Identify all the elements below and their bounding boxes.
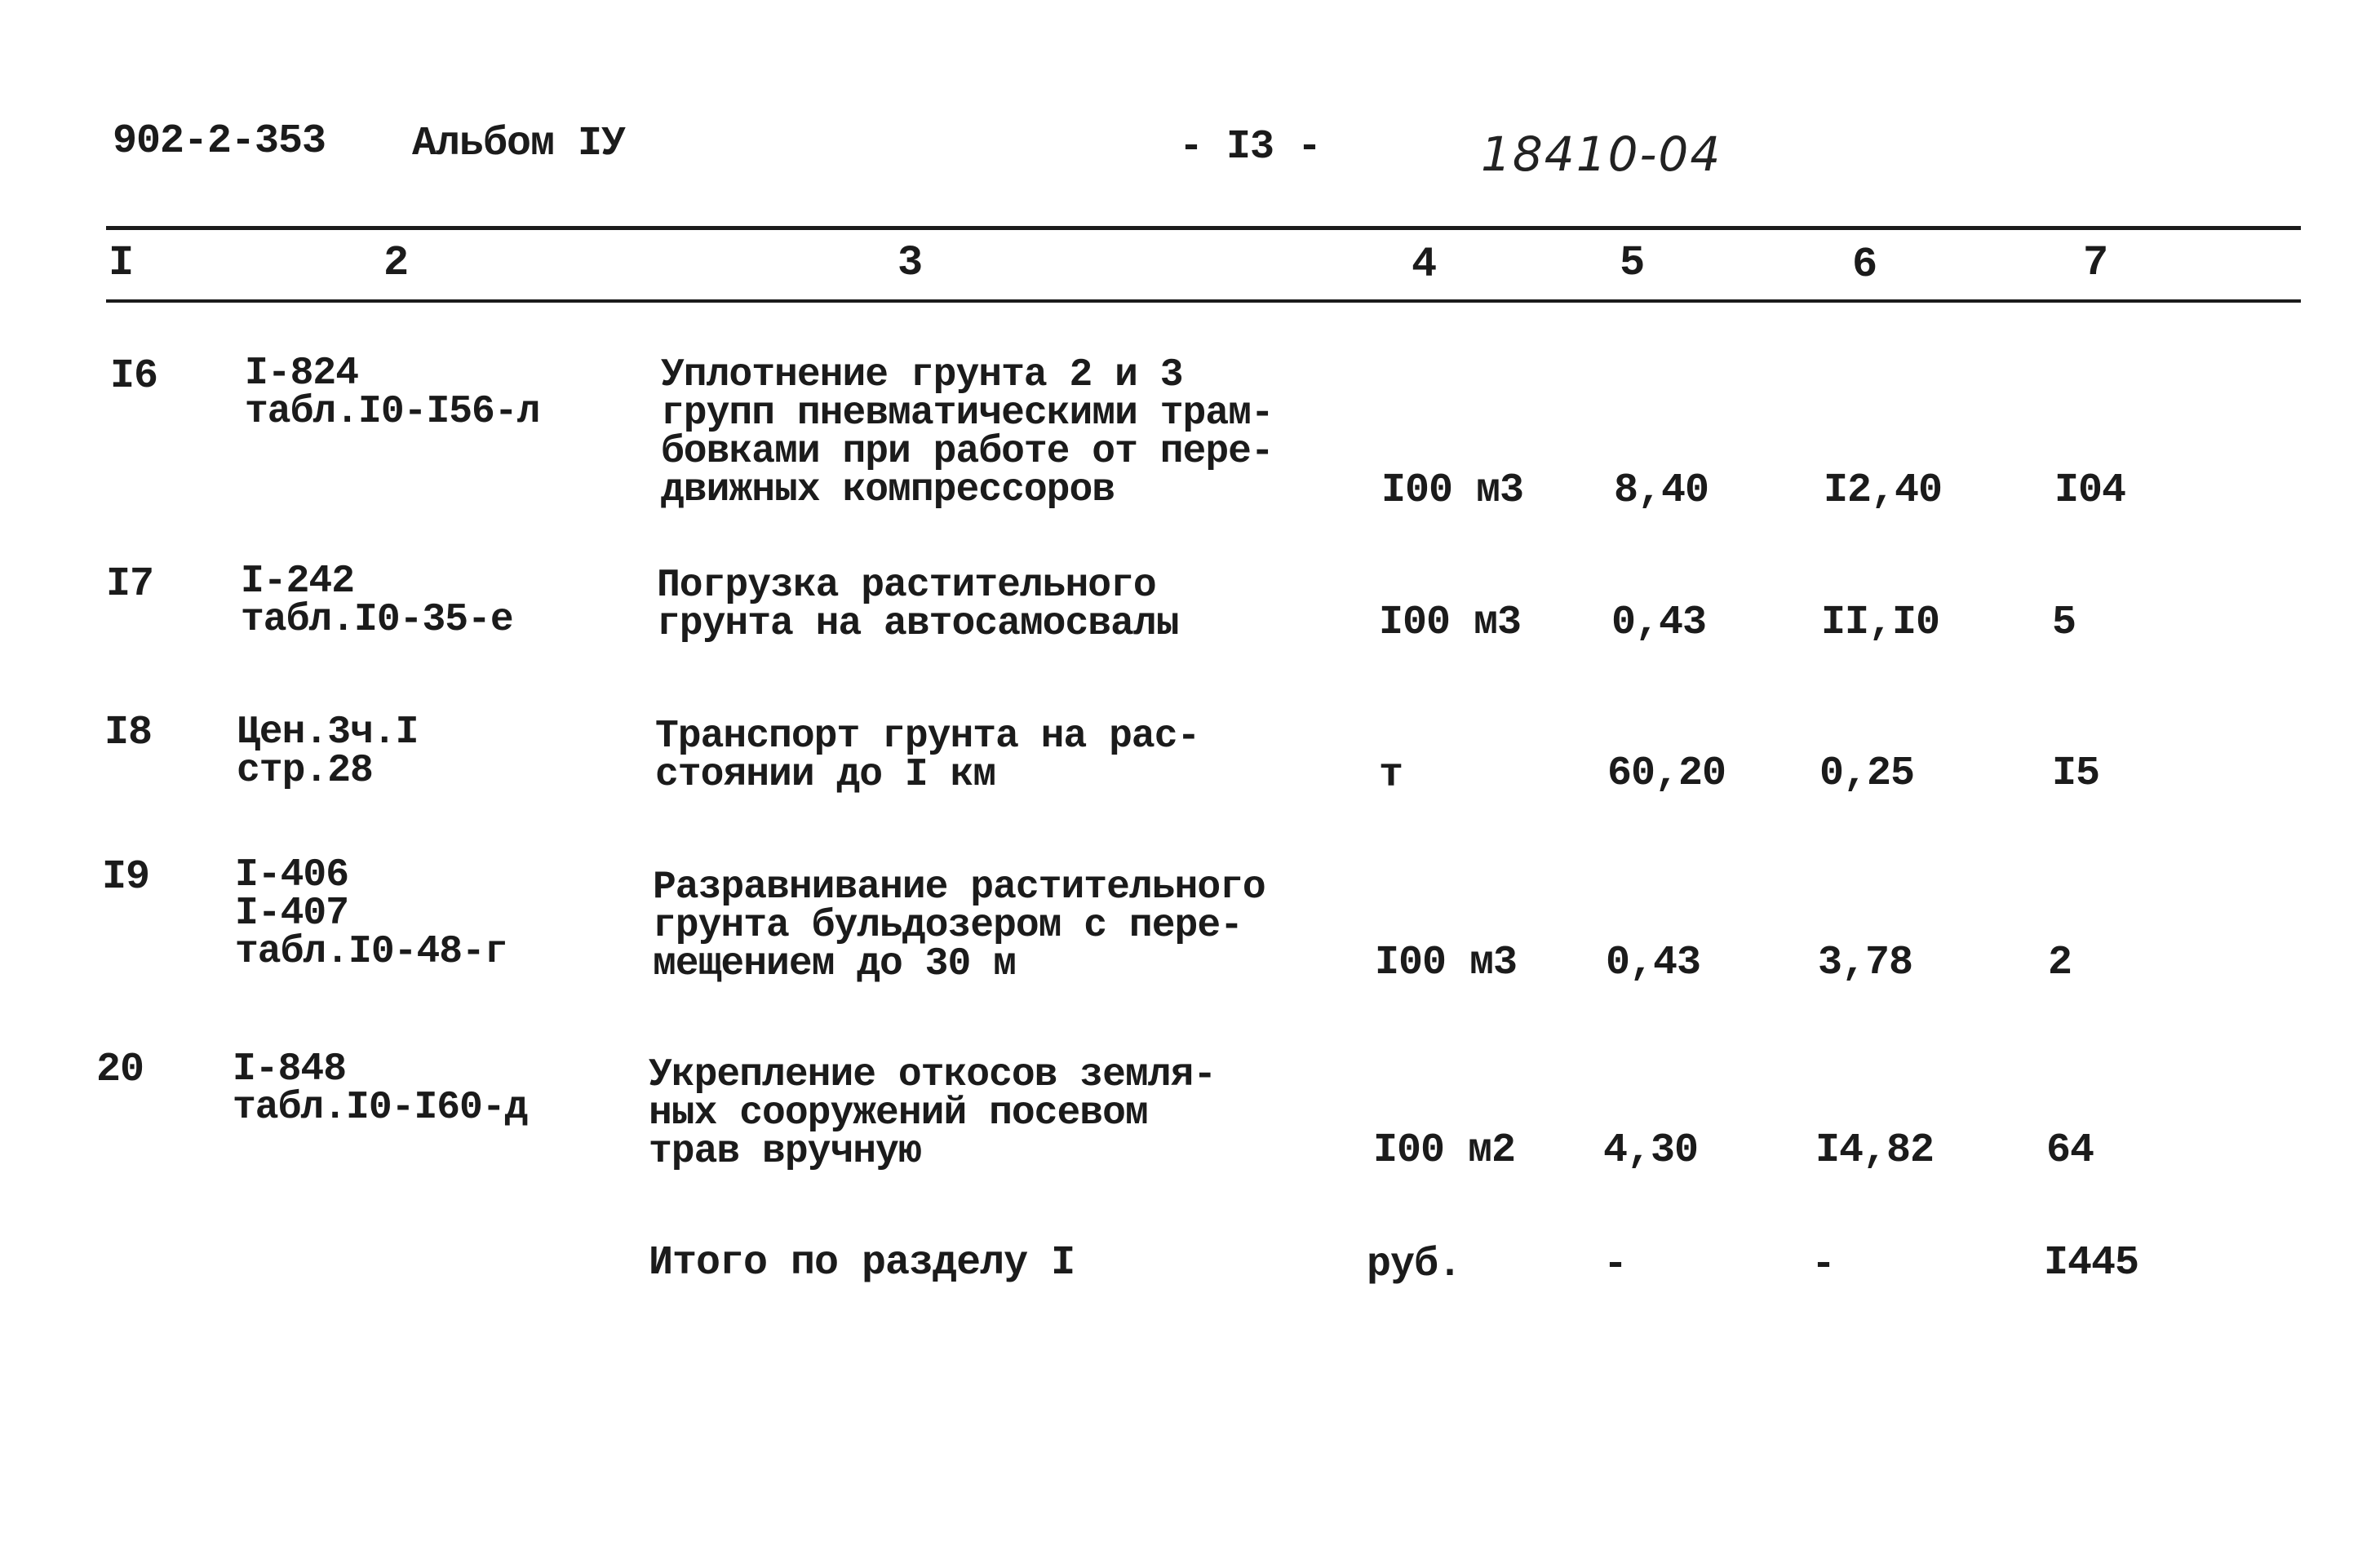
row-description	[649, 1053, 1217, 1174]
description-line: групп пневматическими трам-	[661, 392, 1274, 436]
row-total: I04	[2054, 467, 2126, 514]
description-line: Разравнивание растительного	[653, 866, 1265, 910]
reference-line: I-407	[235, 892, 349, 936]
row-number: I7	[106, 561, 154, 608]
header-rule	[106, 299, 2301, 303]
reference-line: табл.I0-48-г	[235, 930, 507, 974]
description-line: бовками при работе от пере-	[661, 430, 1274, 474]
row-number: I6	[110, 353, 158, 400]
total-quantity: -	[1603, 1242, 1628, 1288]
row-price: 3,78	[1818, 940, 1913, 986]
reference-line: Цен.3ч.I	[237, 711, 419, 755]
reference-line: табл.I0-I60-д	[233, 1086, 528, 1130]
description-line: стоянии до I км	[655, 753, 996, 797]
row-total: 5	[2052, 600, 2076, 646]
row-reference	[245, 352, 540, 434]
column-number: 5	[1620, 239, 1646, 287]
description-line: грунта бульдозером с пере-	[653, 904, 1243, 948]
reference-line: I-824	[245, 352, 359, 396]
row-total: I5	[2052, 751, 2100, 797]
row-price: 0,25	[1819, 751, 1915, 797]
row-unit: I00 м3	[1381, 467, 1524, 514]
row-reference	[233, 1047, 528, 1130]
reference-line: I-242	[241, 560, 355, 604]
total-label: Итого по разделу I	[649, 1240, 1075, 1286]
row-price: II,I0	[1821, 600, 1940, 646]
row-total: 64	[2046, 1127, 2094, 1174]
row-quantity: 4,30	[1603, 1127, 1699, 1174]
reference-line: табл.I0-I56-л	[245, 390, 540, 434]
row-description	[657, 564, 1179, 646]
document-code: 902-2-353	[113, 118, 326, 165]
row-unit: т	[1379, 752, 1403, 799]
row-description	[661, 353, 1274, 512]
row-number: I8	[104, 710, 153, 756]
row-unit: I00 м3	[1375, 940, 1518, 986]
row-number: 20	[96, 1047, 144, 1093]
total-sum: I445	[2044, 1240, 2139, 1286]
row-reference	[241, 560, 513, 642]
reference-line: I-848	[233, 1047, 347, 1092]
handwritten-number: 18410-04	[1481, 126, 1722, 182]
row-quantity: 8,40	[1614, 467, 1709, 514]
description-line: Укрепление откосов земля-	[649, 1053, 1217, 1097]
column-number: 4	[1412, 241, 1438, 289]
row-total: 2	[2048, 940, 2072, 986]
row-price: I2,40	[1824, 467, 1943, 514]
description-line: Транспорт грунта на рас-	[655, 715, 1200, 759]
top-rule	[106, 226, 2301, 230]
row-unit: I00 м2	[1373, 1127, 1516, 1174]
description-line: движных компрессоров	[661, 468, 1115, 512]
description-line: трав вручную	[649, 1130, 921, 1174]
row-reference	[237, 711, 419, 793]
column-number: 7	[2083, 239, 2109, 287]
row-number: I9	[102, 854, 150, 901]
description-line: Погрузка растительного	[657, 564, 1156, 608]
column-number: I	[109, 239, 135, 287]
description-line: ных сооружений посевом	[649, 1092, 1148, 1136]
row-price: I4,82	[1815, 1127, 1935, 1174]
row-quantity: 60,20	[1607, 751, 1726, 797]
column-number: 6	[1852, 241, 1878, 289]
row-quantity: 0,43	[1611, 600, 1707, 646]
page-number: - I3 -	[1179, 124, 1322, 170]
row-unit: I00 м3	[1379, 600, 1522, 646]
description-line: мещением до 30 м	[653, 942, 1016, 986]
reference-line: стр.28	[237, 749, 373, 793]
column-number: 2	[383, 239, 410, 287]
row-reference	[235, 853, 507, 974]
row-quantity: 0,43	[1606, 940, 1701, 986]
row-description	[655, 715, 1200, 797]
column-number: 3	[897, 239, 924, 287]
row-description	[653, 866, 1265, 986]
album-title: Альбом IУ	[412, 121, 626, 167]
total-unit: руб.	[1367, 1242, 1462, 1288]
description-line: Уплотнение грунта 2 и 3	[661, 353, 1183, 397]
total-price: -	[1811, 1242, 1836, 1288]
reference-line: табл.I0-35-е	[241, 598, 513, 642]
reference-line: I-406	[235, 853, 349, 897]
description-line: грунта на автосамосвалы	[657, 602, 1179, 646]
